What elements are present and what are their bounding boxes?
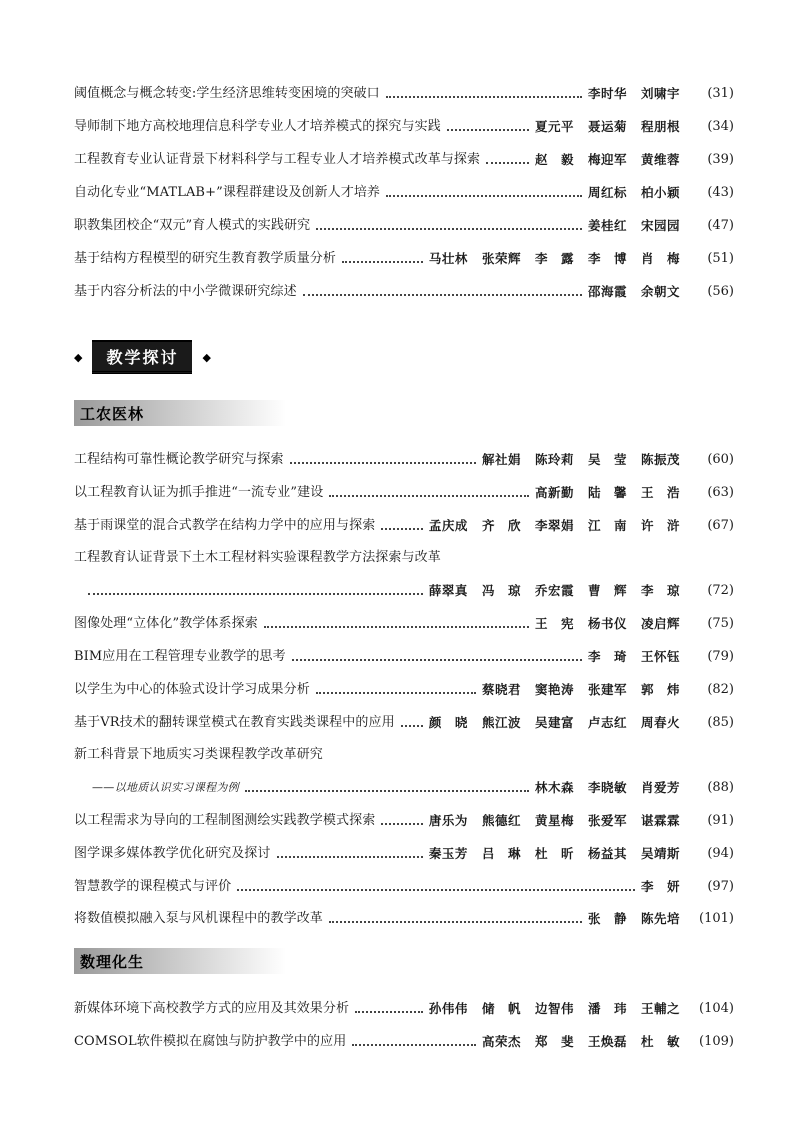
dot-leader: [290, 462, 476, 464]
entry-title: 图像处理“立体化”教学体系探索: [74, 616, 258, 631]
dot-leader: [381, 823, 423, 825]
toc-entry[interactable]: [74, 610, 734, 632]
entry-page: (56): [707, 284, 734, 299]
category-title: 工农医林: [80, 404, 145, 423]
entry-authors: 夏元平 聂运菊 程朋根: [534, 119, 680, 134]
entry-title: 基于内容分析法的中小学微课研究综述: [74, 284, 297, 299]
entry-authors: 薛翠真 冯 琼 乔宏霞 曹 辉 李 琼: [428, 583, 680, 598]
dot-leader: [342, 261, 423, 263]
entry-page: (39): [707, 152, 734, 167]
entry-authors: 李时华 刘啸宇: [587, 86, 680, 101]
entry-authors: 李 琦 王怀钰: [587, 649, 680, 664]
toc-entry[interactable]: [74, 840, 734, 862]
toc-entry[interactable]: [74, 179, 734, 201]
entry-page: (43): [707, 185, 734, 200]
entry-authors: 高新勤 陆 馨 王 浩: [534, 485, 680, 500]
dot-leader: [401, 725, 423, 727]
toc-entry[interactable]: [74, 905, 734, 927]
entry-authors: 王 宪 杨书仪 凌启辉: [534, 616, 680, 631]
toc-entry[interactable]: [74, 995, 734, 1017]
toc-entry-continuation[interactable]: [88, 577, 734, 599]
toc-entry[interactable]: [74, 512, 734, 534]
entry-title: 以工程教育认证为抓手推进“一流专业”建设: [74, 485, 324, 500]
entry-page: (109): [699, 1034, 734, 1049]
entry-page: (85): [707, 715, 734, 730]
section-title: 教学探讨: [92, 340, 192, 374]
toc-entry[interactable]: [74, 643, 734, 665]
entry-authors: 颜 晓 熊江波 吴建富 卢志红 周春火: [428, 715, 680, 730]
entry-authors: 赵 毅 梅迎军 黄维蓉: [534, 152, 680, 167]
entry-authors: 秦玉芳 吕 琳 杜 昕 杨益其 吴靖斯: [428, 846, 680, 861]
entry-authors: 蔡晓君 窦艳涛 张建军 郭 炜: [481, 682, 680, 697]
entry-authors: 高荣杰 郑 斐 王焕磊 杜 敏: [481, 1034, 680, 1049]
toc-entry[interactable]: [74, 709, 734, 731]
entry-title: 图学课多媒体教学优化研究及探讨: [74, 846, 271, 861]
entry-title: 阈值概念与概念转变:学生经济思维转变困境的突破口: [74, 86, 380, 101]
entry-title: 以工程需求为导向的工程制图测绘实践教学模式探索: [74, 813, 376, 828]
toc-entry[interactable]: [74, 479, 734, 501]
entry-page: (72): [707, 583, 734, 598]
entry-page: (51): [707, 251, 734, 266]
entry-page: (67): [707, 518, 734, 533]
entry-title: 职教集团校企“双元”育人模式的实践研究: [74, 218, 311, 233]
category-title: 数理化生: [80, 952, 145, 971]
toc-entry-title-line[interactable]: [74, 741, 734, 763]
toc-entry[interactable]: [74, 245, 734, 267]
entry-title: 新工科背景下地质实习类课程教学改革研究: [74, 747, 323, 762]
entry-authors: 林木森 李晓敏 肖爱芳: [534, 780, 680, 795]
entry-title: BIM应用在工程管理专业教学的思考: [74, 649, 286, 664]
entry-page: (75): [707, 616, 734, 631]
entry-page: (91): [707, 813, 734, 828]
entry-page: (82): [707, 682, 734, 697]
toc-entry[interactable]: [74, 873, 734, 895]
dot-leader: [316, 692, 476, 694]
entry-title: 将数值模拟融入泵与风机课程中的教学改革: [74, 911, 323, 926]
dot-leader: [292, 659, 582, 661]
entry-page: (63): [707, 485, 734, 500]
entry-title: 基于雨课堂的混合式教学在结构力学中的应用与探索: [74, 518, 376, 533]
dot-leader: [486, 162, 529, 164]
category-header-1: [74, 400, 286, 426]
dot-leader: [316, 228, 582, 230]
category-header-2: [74, 948, 286, 974]
dot-leader: [381, 528, 423, 530]
entry-title: COMSOL软件模拟在腐蚀与防护教学中的应用: [74, 1034, 347, 1049]
entry-page: (94): [707, 846, 734, 861]
toc-entry[interactable]: [74, 80, 734, 102]
entry-page: (97): [707, 879, 734, 894]
section-header: [74, 344, 211, 370]
entry-page: (47): [707, 218, 734, 233]
entry-subtitle: ——以地质认识实习课程为例: [92, 781, 239, 794]
dot-leader: [386, 96, 582, 98]
toc-entry[interactable]: [74, 446, 734, 468]
entry-page: (60): [707, 452, 734, 467]
dot-leader: [264, 626, 529, 628]
dot-leader: [386, 195, 582, 197]
dot-leader: [245, 790, 529, 792]
dot-leader: [303, 294, 582, 296]
entry-authors: 姜桂红 宋园园: [587, 218, 680, 233]
entry-title: 导师制下地方高校地理信息科学专业人才培养模式的探究与实践: [74, 119, 441, 134]
toc-entry[interactable]: [74, 146, 734, 168]
toc-entry[interactable]: [74, 1028, 734, 1050]
dot-leader: [352, 1044, 476, 1046]
toc-entry[interactable]: [74, 113, 734, 135]
entry-page: (31): [707, 86, 734, 101]
dot-leader: [447, 129, 529, 131]
entry-page: (34): [707, 119, 734, 134]
diamond-left-icon: ◆: [74, 350, 83, 364]
entry-authors: 张 静 陈先培: [587, 911, 680, 926]
entry-title: 自动化专业“MATLAB+”课程群建设及创新人才培养: [74, 185, 381, 200]
dot-leader: [277, 856, 423, 858]
entry-title: 工程教育认证背景下土木工程材料实验课程教学方法探索与改革: [74, 550, 441, 565]
dot-leader: [237, 889, 635, 891]
toc-entry[interactable]: [74, 676, 734, 698]
toc-entry[interactable]: [74, 278, 734, 300]
toc-entry[interactable]: [74, 212, 734, 234]
entry-title: 工程结构可靠性概论教学研究与探索: [74, 452, 284, 467]
toc-entry[interactable]: [74, 807, 734, 829]
entry-page: (104): [699, 1001, 734, 1016]
entry-page: (101): [699, 911, 734, 926]
dot-leader: [329, 495, 529, 497]
dot-leader: [88, 593, 423, 595]
entry-title: 基于结构方程模型的研究生教育教学质量分析: [74, 251, 337, 266]
toc-entry-continuation[interactable]: [74, 774, 734, 796]
toc-entry-title-line[interactable]: [74, 544, 734, 566]
entry-title: 智慧教学的课程模式与评价: [74, 879, 232, 894]
entry-authors: 周红标 柏小颖: [587, 185, 680, 200]
entry-authors: 马壮林 张荣辉 李 露 李 博 肖 梅: [428, 251, 680, 266]
entry-authors: 唐乐为 熊德红 黄星梅 张爱军 谌霖霖: [428, 813, 680, 828]
entry-title: 工程教育专业认证背景下材料科学与工程专业人才培养模式改革与探索: [74, 152, 481, 167]
entry-authors: 邵海霞 余朝文: [587, 284, 680, 299]
entry-authors: 李 妍: [640, 879, 680, 894]
dot-leader: [329, 921, 582, 923]
entry-authors: 孙伟伟 储 帆 边智伟 潘 玮 王輔之: [428, 1001, 680, 1016]
entry-authors: 解社娟 陈玲莉 吴 莹 陈振茂: [481, 452, 680, 467]
entry-title: 以学生为中心的体验式设计学习成果分析: [74, 682, 310, 697]
entry-page: (79): [707, 649, 734, 664]
dot-leader: [355, 1011, 423, 1013]
entry-title: 新媒体环境下高校教学方式的应用及其效果分析: [74, 1001, 350, 1016]
entry-page: (88): [707, 780, 734, 795]
entry-authors: 孟庆成 齐 欣 李翠娟 江 南 许 浒: [428, 518, 680, 533]
diamond-right-icon: ◆: [202, 350, 211, 364]
entry-title: 基于VR技术的翻转课堂模式在教育实践类课程中的应用: [74, 715, 395, 730]
